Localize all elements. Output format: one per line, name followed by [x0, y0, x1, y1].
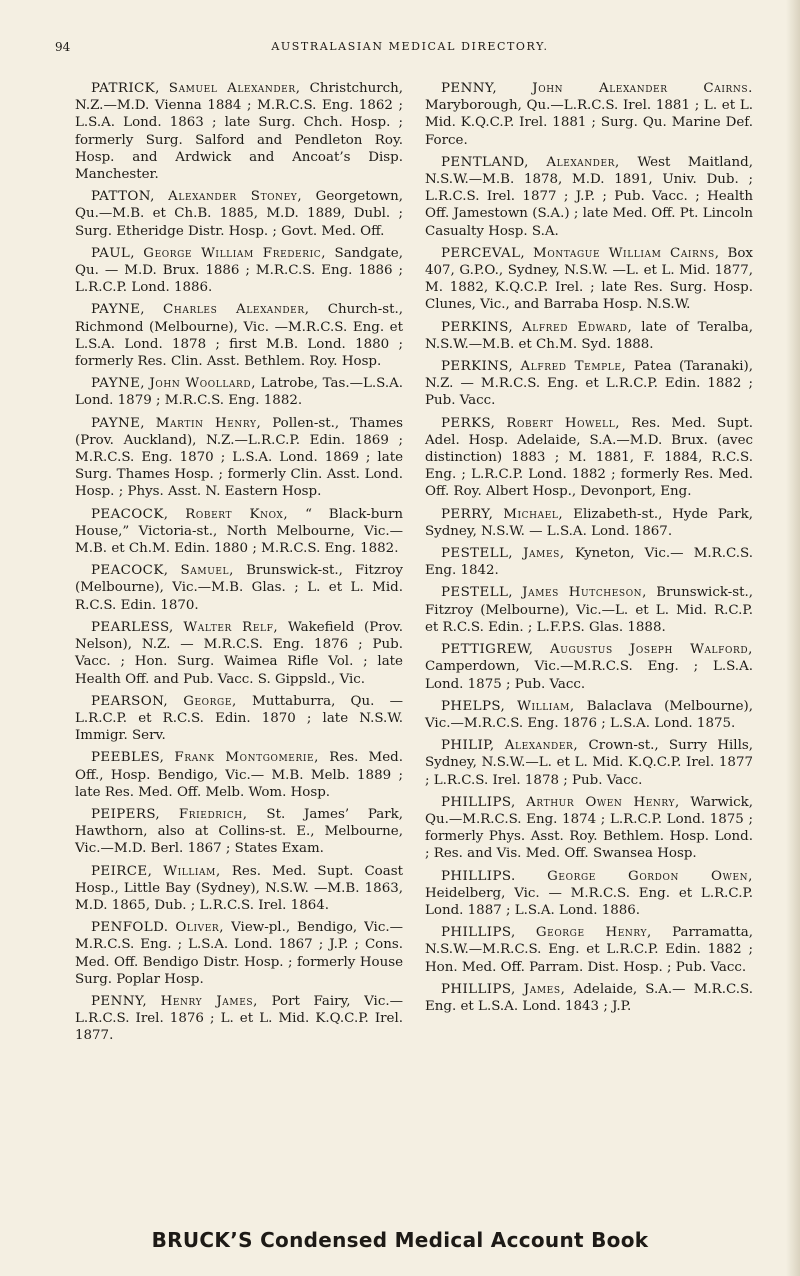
entry-details: Church-st., Richmond (Melbourne), Vic. —M.R.C.S. Eng. et L.S.A. Lond. 1878 ; first M.B. Lond. 1880 ; formerly Res. Clin. Asst. Bethlem. Roy. Hosp. [75, 302, 404, 370]
entry-surname: PEACOCK, [91, 506, 169, 522]
directory-entry [425, 868, 753, 920]
entry-surname: PEEBLES, [91, 750, 165, 766]
entry-details: Pollen-st., Thames (Prov. Auckland), N.Z.—L.R.C.P. Edin. 1869 ; M.R.C.S. Eng. 1870 ; L.S.A. Lond. 1869 ; late Surg. Thames Hosp. ; formerly Clin. Asst. Lond. Hosp. ; Phys. Asst. N. Eastern Hosp. [75, 415, 403, 500]
entry-surname: PETTIGREW, [441, 642, 534, 658]
entry-given-names: Robert Howell, [506, 415, 621, 431]
entry-given-names: William, [517, 698, 575, 714]
entry-details: Patea (Taranaki), N.Z. — M.R.C.S. Eng. et L.R.C.P. Edin. 1882 ; Pub. Vacc. [425, 359, 753, 409]
entry-details: Heidelberg, Vic. — M.R.C.S. Eng. et L.R.C.P. Lond. 1887 ; L.S.A. Lond. 1886. [425, 885, 753, 918]
entry-given-names: Samuel Alexander, [168, 81, 301, 96]
directory-entry [75, 993, 403, 1045]
entry-given-names: Friedrich, [178, 806, 248, 822]
entry-surname: PAYNE, [91, 415, 145, 431]
entry-surname: PEARLESS, [91, 619, 174, 635]
directory-entry [75, 301, 403, 370]
entry-given-names: John Woollard, [149, 376, 257, 392]
entry-surname: PESTELL, [441, 546, 513, 562]
entry-surname: PHILIP, [441, 738, 495, 754]
entry-surname: PAYNE, [91, 376, 145, 392]
entry-surname: PHILLIPS. [441, 868, 516, 884]
directory-entry [425, 737, 753, 789]
entry-surname: PERKINS, [441, 359, 514, 375]
directory-entry [425, 415, 753, 501]
entry-given-names: Frank Montgomerie, [174, 750, 320, 766]
page-number: 94 [55, 40, 71, 54]
entry-given-names: John Alexander Cairns. [532, 81, 754, 96]
entry-given-names: Montague William Cairns, [533, 245, 720, 261]
entry-details: Parramatta, N.S.W.—M.R.C.S. Eng. et L.R.C.P. Edin. 1882 ; Hon. Med. Off. Parram. Dist. Hosp. ; Pub. Vacc. [425, 925, 753, 975]
entry-given-names: George Gordon Owen, [547, 868, 753, 884]
entry-given-names: Robert Knox, [185, 506, 289, 522]
entry-surname: PATRICK, [91, 81, 160, 96]
entry-given-names: Alfred Temple, [520, 359, 627, 375]
entry-surname: PAYNE, [91, 302, 145, 318]
entry-given-names: Henry James, [160, 993, 258, 1009]
directory-entry [425, 698, 753, 732]
entry-surname: PHILLIPS, [441, 925, 516, 941]
entry-details: Res. Med. Supt. Coast Hosp., Little Bay (Sydney), N.S.W. —M.B. 1863, M.D. 1865, Dub. ; L.R.C.S. Irel. 1864. [75, 863, 403, 913]
left-column [75, 80, 403, 1050]
directory-entry [75, 619, 403, 688]
directory-entry [425, 924, 753, 976]
directory-entry [425, 245, 753, 314]
directory-entry [425, 506, 753, 540]
directory-entry [75, 863, 403, 915]
entry-details: Box 407, G.P.O., Sydney, N.S.W. —L. et L. Mid. 1877, M. 1882, K.Q.C.P. Irel. ; late Res. Surg. Hosp. Clunes, Vic., and Barraba Hosp. N.S.W. [425, 245, 753, 313]
entry-surname: PENNY, [441, 81, 497, 96]
entry-surname: PENTLAND, [441, 154, 529, 170]
entry-details: Georgetown, Qu.—M.B. et Ch.B. 1885, M.D. 1889, Dubl. ; Surg. Etheridge Distr. Hosp. ; Govt. Med. Off. [75, 189, 403, 239]
directory-entry [75, 188, 403, 240]
directory-entry [75, 80, 403, 183]
entry-details: Camperdown, Vic.—M.R.C.S. Eng. ; L.S.A. Lond. 1875 ; Pub. Vacc. [425, 659, 753, 692]
entry-details: Crown-st., Surry Hills, Sydney, N.S.W.—L. et L. Mid. K.Q.C.P. Irel. 1877 ; L.R.C.S. Irel. 1878 ; Pub. Vacc. [425, 738, 753, 788]
entry-surname: PERRY, [441, 506, 494, 522]
entry-given-names: George Henry, [535, 925, 652, 941]
running-title: AUSTRALASIAN MEDICAL DIRECTORY. [271, 40, 549, 53]
entry-given-names: Martin Henry, [155, 415, 262, 431]
entry-given-names: James, [523, 981, 566, 997]
entry-details: late of Teralba, N.S.W.—M.B. et Ch.M. Syd. 1888. [425, 319, 753, 352]
entry-details: Brunswick-st., Fitzroy (Melbourne), Vic.—L. et L. Mid. R.C.P. et R.C.S. Edin. ; L.F.P.S. Glas. 1888. [425, 585, 753, 635]
entry-details: Muttaburra, Qu. —L.R.C.P. et R.C.S. Edin. 1870 ; late N.S.W. Immigr. Serv. [75, 693, 403, 744]
entry-given-names: Augustus Joseph Walford, [550, 642, 753, 658]
entry-surname: PEIPERS, [91, 806, 161, 822]
entry-surname: PAUL, [91, 245, 135, 261]
entry-surname: PHILLIPS, [441, 981, 516, 997]
entry-given-names: Alexander, [546, 154, 620, 170]
entry-details: Brunswick-st., Fitzroy (Melbourne), Vic.—M.B. Glas. ; L. et L. Mid. R.C.S. Edin. 1870. [75, 563, 404, 613]
entry-given-names: Oliver, [175, 920, 225, 936]
entry-details: View-pl., Bendigo, Vic.—M.R.C.S. Eng. ; L.S.A. Lond. 1867 ; J.P. ; Cons. Med. Off. Bendigo Distr. Hosp. ; formerly House Surg. Poplar Hosp. [75, 920, 403, 987]
directory-entry [75, 375, 403, 409]
directory-entry [75, 919, 403, 988]
entry-given-names: James Hutcheson, [522, 585, 647, 601]
directory-entry [75, 749, 403, 801]
entry-details: Sandgate, Qu. — M.D. Brux. 1886 ; M.R.C.S. Eng. 1886 ; L.R.C.P. Lond. 1886. [75, 245, 403, 296]
directory-entry [425, 80, 753, 149]
directory-entry [425, 319, 753, 353]
entry-given-names: Walter Relf, [183, 619, 279, 635]
entry-given-names: Alexander Stoney, [168, 189, 303, 205]
entry-details: “ Black-burn House,” Victoria-st., North Melbourne, Vic.—M.B. et Ch.M. Edin. 1880 ; M.R.C.S. Eng. 1882. [75, 506, 403, 557]
entry-details: Elizabeth-st., Hyde Park, Sydney, N.S.W. — L.S.A. Lond. 1867. [425, 506, 753, 539]
entry-surname: PERKS, [441, 415, 496, 431]
entry-surname: PESTELL, [441, 585, 513, 601]
entry-details: Balaclava (Melbourne), Vic.—M.R.C.S. Eng. 1876 ; L.S.A. Lond. 1875. [425, 698, 754, 731]
directory-entry [75, 506, 403, 558]
directory-entry [425, 981, 753, 1015]
entry-details: Latrobe, Tas.—L.S.A. Lond. 1879 ; M.R.C.S. Eng. 1882. [75, 376, 404, 409]
entry-given-names: William, [163, 863, 221, 879]
entry-details: Res. Med. Off., Hosp. Bendigo, Vic.— M.B. Melb. 1889 ; late Res. Med. Off. Melb. Wom. Hosp. [75, 750, 404, 800]
entry-surname: PATTON, [91, 189, 155, 205]
entry-surname: PEIRCE, [91, 863, 153, 879]
entry-given-names: Alexander, [504, 738, 579, 754]
entry-details: Warwick, Qu.—M.R.C.S. Eng. 1874 ; L.R.C.P. Lond. 1875 ; formerly Phys. Asst. Roy. Bethlem. Hosp. Lond. ; Res. and Vis. Med. Off. Swansea Hosp. [425, 794, 754, 862]
entry-details: Adelaide, S.A.— M.R.C.S. Eng. et L.S.A. Lond. 1843 ; J.P. [425, 981, 753, 1014]
directory-entry [75, 245, 403, 297]
entry-given-names: Michael, [503, 506, 564, 522]
entry-given-names: Alfred Edward, [521, 319, 633, 335]
entry-details: Maryborough, Qu.—L.R.C.S. Irel. 1881 ; L. et L. Mid. K.Q.C.P. Irel. 1881 ; Surg. Qu. Marine Def. Force. [425, 98, 753, 148]
entry-surname: PENFOLD. [91, 920, 169, 936]
entry-given-names: George William Frederic, [143, 245, 327, 261]
directory-entry [425, 794, 753, 863]
entry-details: Wakefield (Prov. Nelson), N.Z. — M.R.C.S. Eng. 1876 ; Pub. Vacc. ; Hon. Surg. Waimea Rifle Vol. ; late Health Off. and Pub. Vacc. S. Gippsld., Vic. [75, 619, 403, 687]
directory-entry [425, 358, 753, 410]
directory-entry [75, 415, 403, 501]
page-header [55, 40, 765, 58]
directory-entry [425, 154, 753, 240]
page-edge [786, 0, 800, 1276]
directory-entry [425, 584, 753, 636]
entry-details: Port Fairy, Vic.—L.R.C.S. Irel. 1876 ; L. et L. Mid. K.Q.C.P. Irel. 1877. [75, 993, 403, 1044]
entry-given-names: George, [183, 693, 237, 709]
entry-surname: PHILLIPS, [441, 794, 516, 810]
entry-surname: PEACOCK, [91, 563, 169, 579]
entry-details: Christchurch, N.Z.—M.D. Vienna 1884 ; M.R.C.S. Eng. 1862 ; L.S.A. Lond. 1863 ; late Surg. Chch. Hosp. ; formerly Surg. Salford and Pendleton Roy. Hosp. and Ardwick and Ancoat’s Disp. Manchester. [75, 81, 403, 183]
entry-given-names: Arthur Owen Henry, [526, 794, 680, 810]
directory-entry [75, 806, 403, 858]
directory-entry [75, 693, 403, 745]
entry-surname: PERKINS, [441, 319, 514, 335]
entry-surname: PHELPS, [441, 698, 506, 714]
entry-details: Kyneton, Vic.— M.R.C.S. Eng. 1842. [425, 546, 753, 579]
entry-details: St. James’ Park, Hawthorn, also at Collins-st. E., Melbourne, Vic.—M.D. Berl. 1867 ; States Exam. [75, 806, 404, 857]
right-column [425, 80, 753, 1020]
entry-given-names: Samuel, [180, 563, 234, 579]
entry-surname: PENNY, [91, 993, 147, 1009]
entry-details: West Maitland, N.S.W.—M.B. 1878, M.D. 1891, Univ. Dub. ; L.R.C.S. Irel. 1877 ; J.P. ; Pub. Vacc. ; Health Off. Jamestown (S.A.) ; late Med. Off. Pt. Lincoln Casualty Hosp. S.A. [425, 154, 753, 239]
footer-advert: BRUCK’S Condensed Medical Account Book [151, 1228, 649, 1252]
entry-given-names: James, [523, 546, 565, 562]
entry-surname: PERCEVAL, [441, 245, 526, 261]
directory-entry [75, 562, 403, 614]
entry-details: Res. Med. Supt. Adel. Hosp. Adelaide, S.A.—M.D. Brux. (avec distinction) 1883 ; M. 1881, F. 1884, R.C.S. Eng. ; L.R.C.P. Lond. 1882 ; formerly Res. Med. Off. Roy. Albert Hosp., Devonport, Eng. [425, 415, 753, 500]
directory-entry [425, 641, 753, 693]
directory-entry [425, 545, 753, 579]
entry-given-names: Charles Alexander, [163, 302, 310, 318]
entry-surname: PEARSON, [91, 693, 169, 709]
